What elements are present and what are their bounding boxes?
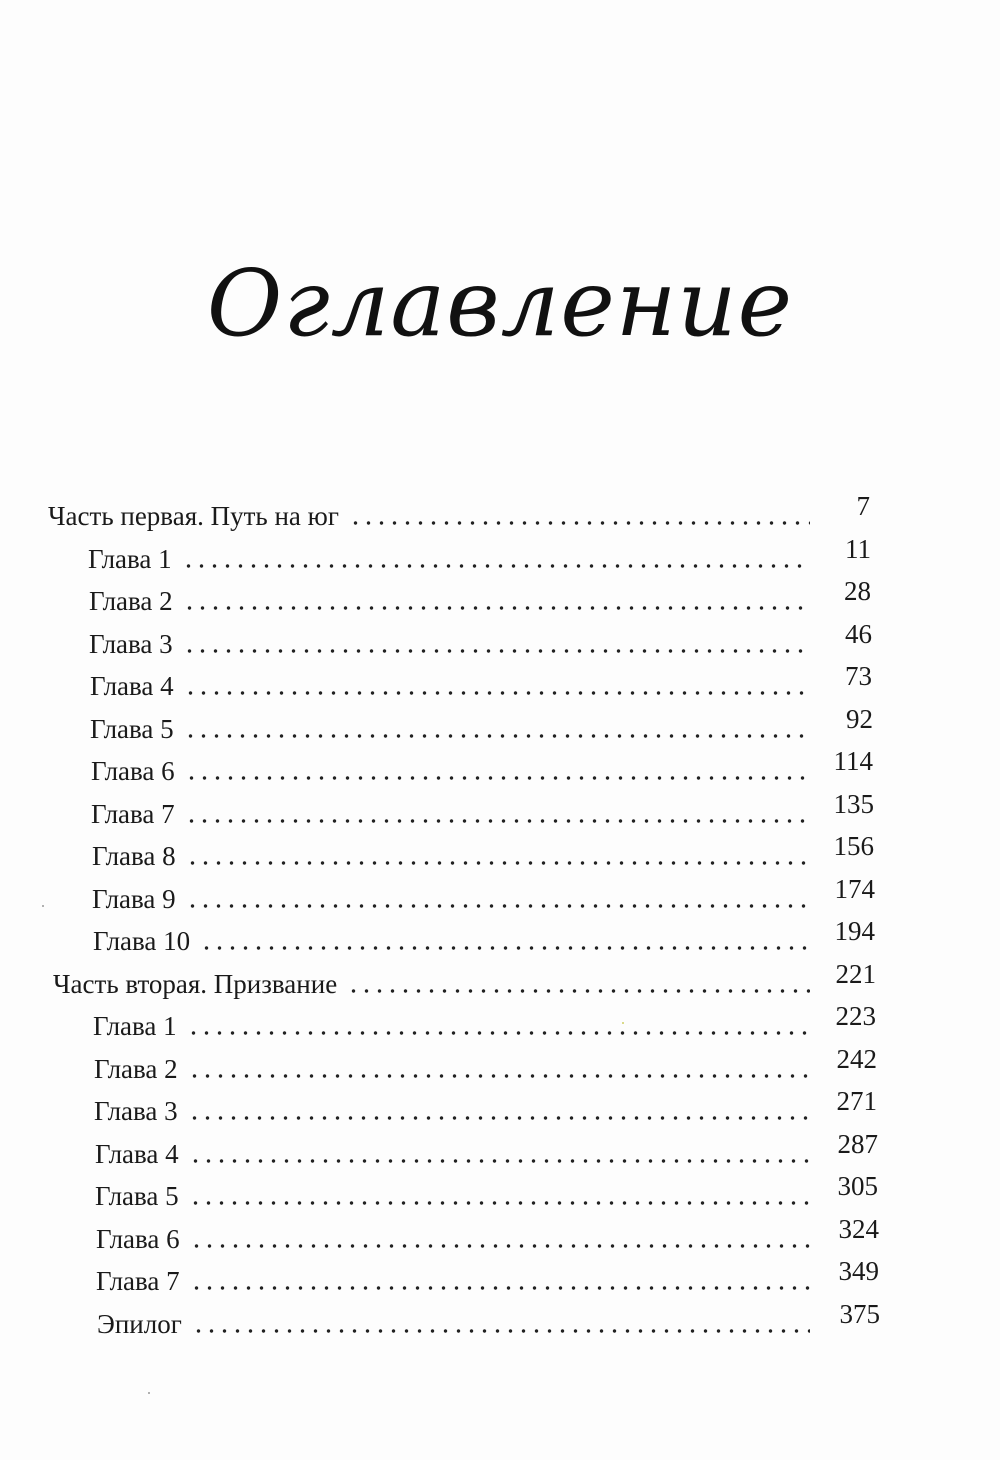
toc-page-number: 271 [836,1086,877,1116]
toc-chapter-row [91,745,810,785]
toc-chapter-row [90,660,810,700]
toc-entry-label: Глава 9 [92,884,176,914]
toc-entry-label: Глава 7 [96,1266,180,1296]
toc-chapter-row [97,1298,810,1338]
toc-page-number: 73 [845,661,872,691]
toc-page-number: 324 [838,1214,879,1244]
toc-entry-label: Глава 2 [94,1054,178,1084]
toc-entry-label: Глава 5 [95,1181,179,1211]
toc-page-number: 375 [839,1299,880,1329]
dot-leader [184,733,810,739]
dot-leader [186,903,810,909]
dot-leader [349,520,810,526]
toc-entry-label: Глава 1 [88,544,172,574]
dot-leader [185,775,810,781]
toc-page-number: 174 [834,874,875,904]
toc-chapter-row [92,873,810,913]
toc-entry-label: Глава 6 [91,756,175,786]
dot-leader [186,860,810,866]
toc-entry-label: Глава 3 [89,629,173,659]
toc-part-row [53,958,810,998]
dot-leader [188,1115,810,1121]
dot-leader [185,818,810,824]
toc-chapter-row [91,788,810,828]
toc-entry-label: Часть вторая. Призвание [53,969,338,999]
toc-page-number: 135 [833,789,874,819]
toc-chapter-row [96,1255,810,1295]
toc-chapter-row [93,1000,810,1040]
toc-chapter-row [94,1043,810,1083]
toc-chapter-row [95,1128,810,1168]
toc-page-number: 305 [837,1171,878,1201]
toc-page-number: 28 [844,576,871,606]
toc-page-number: 114 [833,746,873,776]
paper-speck [622,1022,624,1024]
toc-entry-label: Глава 6 [96,1224,180,1254]
dot-leader [184,690,810,696]
toc-entry-label: Глава 4 [90,671,174,701]
toc-chapter-row [89,575,810,615]
toc-chapter-row [93,915,810,955]
toc-entry-label: Глава 2 [89,586,173,616]
dot-leader [183,605,810,611]
toc-page-number: 242 [836,1044,877,1074]
dot-leader [192,1328,810,1334]
toc-entry-label: Глава 8 [92,841,176,871]
toc-page-number: 223 [835,1001,876,1031]
dot-leader [190,1285,810,1291]
toc-page-number: 156 [833,831,874,861]
toc-page-number: 349 [838,1256,879,1286]
toc-chapter-row [96,1213,810,1253]
toc-entry-label: Глава 1 [93,1011,177,1041]
dot-leader [347,988,810,994]
toc-page-number: 194 [834,916,875,946]
dot-leader [188,1073,810,1079]
toc-page-number: 7 [856,491,870,521]
dot-leader [182,563,810,569]
toc-entry-label: Эпилог [97,1309,182,1339]
toc-entry-label: Глава 3 [94,1096,178,1126]
toc-entry-label: Часть первая. Путь на юг [48,501,339,531]
toc-chapter-row [88,533,810,573]
toc-chapter-row [89,618,810,658]
toc-entry-label: Глава 5 [90,714,174,744]
page-title: Оглавление [206,250,794,357]
toc-chapter-row [94,1085,810,1125]
dot-leader [189,1158,810,1164]
paper-speck [42,905,44,907]
dot-leader [200,945,810,951]
toc-page-number: 287 [837,1129,878,1159]
toc-entry-label: Глава 10 [93,926,191,956]
toc-page-number: 221 [835,959,876,989]
dot-leader [190,1243,810,1249]
toc-entry-label: Глава 7 [91,799,175,829]
toc-page-number: 92 [846,704,873,734]
toc-part-row [48,490,810,530]
toc-chapter-row [95,1170,810,1210]
toc-entry-label: Глава 4 [95,1139,179,1169]
dot-leader [189,1200,810,1206]
toc-chapter-row [90,703,810,743]
toc-chapter-row [92,830,810,870]
toc-page-number: 46 [845,619,872,649]
toc-page-number: 11 [845,534,871,564]
dot-leader [187,1030,810,1036]
dot-leader [183,648,810,654]
paper-speck [148,1392,150,1394]
